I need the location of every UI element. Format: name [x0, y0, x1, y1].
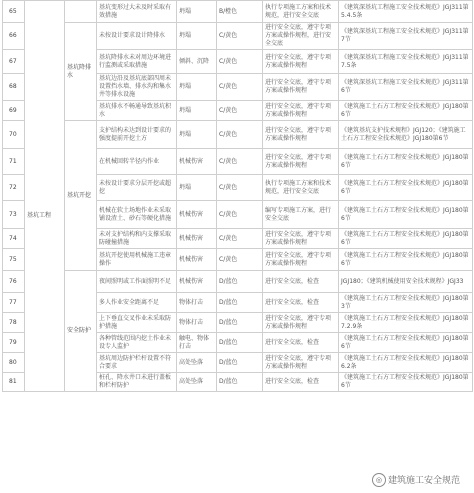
- accident-type-cell: 坍塌: [177, 23, 217, 50]
- control-measure-cell: 进行安全交底，遵守专项方案或操作规程: [263, 313, 339, 333]
- row-number-cell: 80: [3, 353, 25, 373]
- control-measure-cell: 进行安全交底，检查: [263, 333, 339, 353]
- accident-type-cell: 坍塌: [177, 1, 217, 23]
- control-measure-cell: 进行安全交底，检查: [263, 373, 339, 392]
- accident-type-cell: 倾斜、沉降: [177, 50, 217, 74]
- control-measure-cell: 进行安全交底，遵守专项方案或操作规程: [263, 50, 339, 74]
- control-measure-cell: 进行安全交底，遵守专项方案或操作规程: [263, 74, 339, 101]
- reference-standard-cell: 《建筑基坑支护技术规程》JGJ120；《建筑施工土石方工程安全技术规范》JGJ180第6节: [339, 121, 473, 149]
- accident-type-cell: 物体打击: [177, 293, 217, 313]
- risk-level-cell: D/蓝色: [217, 373, 263, 392]
- risk-level-cell: D/蓝色: [217, 353, 263, 373]
- control-measure-cell: 进行安全交底，遵守专项方案或操作规程: [263, 149, 339, 175]
- accident-type-cell: 坍塌: [177, 74, 217, 101]
- table-row: [3, 23, 473, 50]
- risk-description-cell: 基坑周边防护栏杆设置不符合要求: [97, 353, 177, 373]
- reference-standard-cell: 《建筑深基坑工程施工安全技术规范》JGJ311第6节: [339, 74, 473, 101]
- row-number-cell: 69: [3, 101, 25, 121]
- risk-level-cell: C/黄色: [217, 201, 263, 229]
- control-measure-cell: 执行专项施工方案和技术规范，进行安全交底: [263, 1, 339, 23]
- risk-level-cell: C/黄色: [217, 101, 263, 121]
- row-number-cell: 75: [3, 249, 25, 271]
- reference-standard-cell: 《建筑施工土石方工程安全技术规范》JGJ180第6节: [339, 149, 473, 175]
- row-number-cell: 72: [3, 175, 25, 201]
- accident-type-cell: 机械伤害: [177, 201, 217, 229]
- row-number-cell: 79: [3, 333, 25, 353]
- risk-description-cell: 基坑排水不畅通导致基坑积水: [97, 101, 177, 121]
- row-number-cell: 68: [3, 74, 25, 101]
- control-measure-cell: 执行专项施工方案和技术规范，进行安全交底: [263, 175, 339, 201]
- accident-type-cell: 机械伤害: [177, 149, 217, 175]
- reference-standard-cell: 《建筑深基坑工程施工安全技术规范》JGJ311第5.4.5条: [339, 1, 473, 23]
- row-number-cell: 70: [3, 121, 25, 149]
- sub-category-cell: 基坑开挖: [65, 121, 97, 271]
- reference-standard-cell: 《建筑施工土石方工程安全技术规范》JGJ180第6节: [339, 229, 473, 249]
- control-measure-cell: 进行安全交底，遵守专项方案或操作规程: [263, 229, 339, 249]
- risk-description-cell: 未按设计要求设计降排水: [97, 23, 177, 50]
- accident-type-cell: 高处坠落: [177, 353, 217, 373]
- risk-level-cell: C/黄色: [217, 229, 263, 249]
- risk-description-cell: 基坑变形过大未及时采取有效措施: [97, 1, 177, 23]
- control-measure-cell: 进行安全交底，遵守专项方案或操作规程: [263, 121, 339, 149]
- risk-description-cell: 未按设计要求分层开挖或超挖: [97, 175, 177, 201]
- wechat-icon: ◎: [372, 473, 386, 487]
- risk-description-cell: 基坑边沿及基坑底部四周未设置挡水墙、排水沟和集水井等排水设施: [97, 74, 177, 101]
- control-measure-cell: 进行安全交底，检查: [263, 271, 339, 293]
- watermark-text: 建筑施工安全规范: [387, 475, 460, 486]
- accident-type-cell: 坍塌: [177, 101, 217, 121]
- row-number-cell: 65: [3, 1, 25, 23]
- sub-category-cell: 安全防护: [65, 271, 97, 392]
- control-measure-cell: 编写专项施工方案，进行安全交底: [263, 201, 339, 229]
- risk-description-cell: 支护结构未达到设计要求的强度提前开挖土方: [97, 121, 177, 149]
- risk-description-cell: 机械在软土场地作业未采取铺设渣土、砂石等硬化措施: [97, 201, 177, 229]
- reference-standard-cell: 《建筑深基坑工程施工安全技术规范》JGJ311第7.5条: [339, 50, 473, 74]
- control-measure-cell: 进行安全交底，遵守专项方案或操作规程，进行安全交底: [263, 23, 339, 50]
- risk-description-cell: 基坑降排水未对周边环境进行监测或采取措施: [97, 50, 177, 74]
- risk-description-cell: 桩孔、降水井口未进行盖板和栏杆防护: [97, 373, 177, 392]
- reference-standard-cell: 《建筑施工土石方工程安全技术规范》JGJ180第6节: [339, 101, 473, 121]
- row-number-cell: 66: [3, 23, 25, 50]
- row-number-cell: 67: [3, 50, 25, 74]
- risk-level-cell: C/黄色: [217, 121, 263, 149]
- accident-type-cell: 机械伤害: [177, 229, 217, 249]
- accident-type-cell: 物体打击: [177, 313, 217, 333]
- control-measure-cell: 进行安全交底，检查: [263, 293, 339, 313]
- risk-level-cell: C/黄色: [217, 149, 263, 175]
- row-number-cell: 78: [3, 313, 25, 333]
- reference-standard-cell: 《建筑施工土石方工程安全技术规范》JGJ180第6节: [339, 175, 473, 201]
- table-row: [3, 1, 473, 23]
- risk-level-cell: C/黄色: [217, 23, 263, 50]
- accident-type-cell: 机械伤害: [177, 249, 217, 271]
- risk-description-cell: 基坑开挖使用机械施工违章操作: [97, 249, 177, 271]
- table-row: [3, 271, 473, 293]
- row-number-cell: 81: [3, 373, 25, 392]
- table-row: [3, 121, 473, 149]
- hazard-table: [2, 0, 473, 392]
- control-measure-cell: 进行安全交底，遵守专项方案或操作规程: [263, 101, 339, 121]
- row-number-cell: 74: [3, 229, 25, 249]
- risk-level-cell: B/橙色: [217, 1, 263, 23]
- sub-category-cell: 基坑降排水: [65, 23, 97, 121]
- sub-category-cell: [65, 1, 97, 23]
- risk-level-cell: D/蓝色: [217, 333, 263, 353]
- risk-level-cell: C/黄色: [217, 175, 263, 201]
- risk-level-cell: D/蓝色: [217, 271, 263, 293]
- risk-level-cell: C/黄色: [217, 50, 263, 74]
- risk-description-cell: 各种管线范围内挖土作业未设专人监护: [97, 333, 177, 353]
- risk-description-cell: 多人作业安全距离不足: [97, 293, 177, 313]
- reference-standard-cell: 《建筑施工土石方工程安全技术规范》JGJ180第6节: [339, 249, 473, 271]
- row-number-cell: 71: [3, 149, 25, 175]
- row-number-cell: 76: [3, 271, 25, 293]
- reference-standard-cell: 《建筑施工土石方工程安全技术规范》JGJ180第6.2条: [339, 353, 473, 373]
- risk-description-cell: 上下垂直交叉作业未采取防护措施: [97, 313, 177, 333]
- project-category-cell: 基坑工程: [25, 1, 65, 392]
- row-number-cell: 73: [3, 201, 25, 229]
- reference-standard-cell: 《建筑施工土石方工程安全技术规范》JGJ180第6节: [339, 373, 473, 392]
- reference-standard-cell: 《建筑施工土石方工程安全技术规范》JGJ180第6节: [339, 201, 473, 229]
- control-measure-cell: 进行安全交底，遵守专项方案或操作规程: [263, 249, 339, 271]
- accident-type-cell: 高处坠落: [177, 373, 217, 392]
- accident-type-cell: 坍塌: [177, 121, 217, 149]
- reference-standard-cell: 《建筑施工土石方工程安全技术规范》JGJ180第3节: [339, 293, 473, 313]
- risk-level-cell: C/黄色: [217, 74, 263, 101]
- risk-description-cell: 未对支护结构和内支撑采取防碰撞措施: [97, 229, 177, 249]
- risk-description-cell: 夜间照明或工作面照明不足: [97, 271, 177, 293]
- accident-type-cell: 触电、物体打击: [177, 333, 217, 353]
- risk-description-cell: 在机械回转半径内作业: [97, 149, 177, 175]
- watermark: [372, 473, 460, 488]
- risk-level-cell: D/蓝色: [217, 313, 263, 333]
- reference-standard-cell: JGJ180；《建筑机械使用安全技术规程》JGJ33: [339, 271, 473, 293]
- risk-level-cell: C/黄色: [217, 249, 263, 271]
- hazard-table-body: [3, 1, 473, 392]
- accident-type-cell: 机械伤害: [177, 271, 217, 293]
- accident-type-cell: 坍塌: [177, 175, 217, 201]
- reference-standard-cell: 《建筑施工土石方工程安全技术规范》JGJ180第6节: [339, 333, 473, 353]
- control-measure-cell: 进行安全交底，遵守专项方案或操作规程: [263, 353, 339, 373]
- risk-level-cell: D/蓝色: [217, 293, 263, 313]
- reference-standard-cell: 《建筑施工土石方工程安全技术规范》JGJ180第7.2.9条: [339, 313, 473, 333]
- row-number-cell: 77: [3, 293, 25, 313]
- reference-standard-cell: 《建筑深基坑工程施工安全技术规范》JGJ311第7节: [339, 23, 473, 50]
